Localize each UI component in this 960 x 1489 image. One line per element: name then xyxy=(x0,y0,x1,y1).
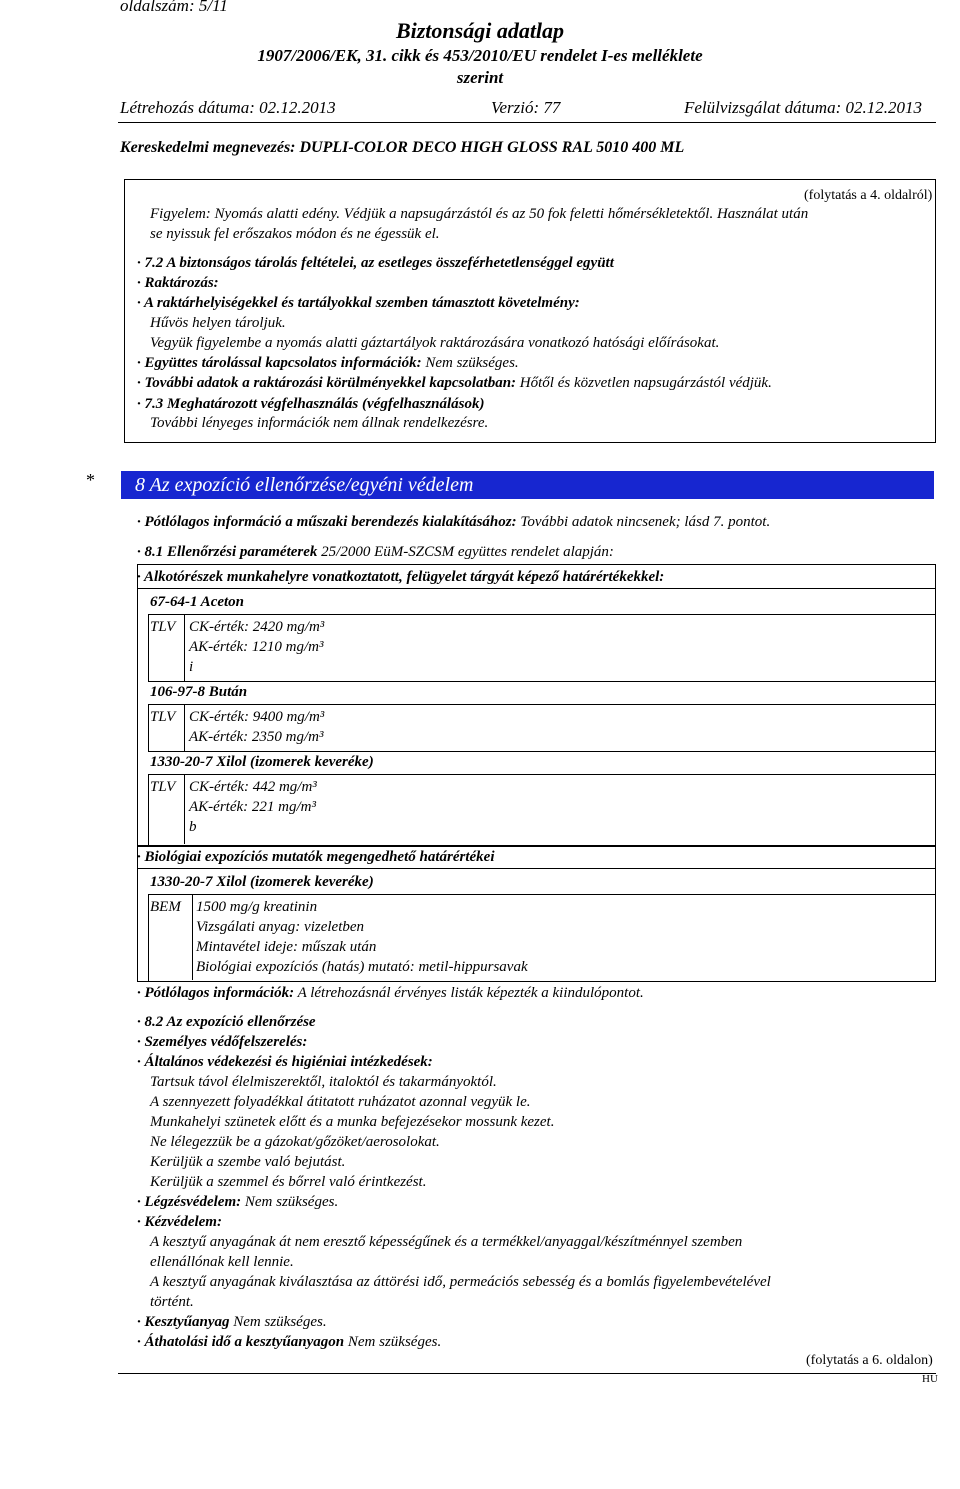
bio-limit-value: Vizsgálati anyag: vizeletben xyxy=(196,919,365,935)
respiratory-value: Nem szükséges. xyxy=(241,1194,339,1210)
penetration-time-value: Nem szükséges. xyxy=(344,1334,442,1350)
joint-storage-value: Nem szükséges. xyxy=(421,355,519,371)
limit-value: AK-érték: 2350 mg/m³ xyxy=(189,729,324,745)
limit-type: TLV xyxy=(150,779,176,795)
limit-type: TLV xyxy=(150,619,176,635)
cool-place-text: Hűvös helyen tároljuk. xyxy=(150,315,286,331)
type-divider xyxy=(184,704,185,752)
components-title-rule xyxy=(137,588,935,589)
type-divider xyxy=(184,614,185,682)
language-code: HU xyxy=(922,1373,938,1385)
respiratory-label: · Légzésvédelem: xyxy=(137,1194,242,1210)
document-title: Biztonsági adatlap xyxy=(395,18,565,43)
hygiene-line: A szennyezett folyadékkal átitatott ruházatot azonnal vegyük le. xyxy=(150,1094,531,1110)
joint-storage-line xyxy=(137,353,519,373)
bio-title: · Biológiai expozíciós mutatók megengedhető határértékei xyxy=(137,849,495,865)
hygiene-line: Kerüljük a szemmel és bőrrel való érintkezést. xyxy=(150,1174,427,1190)
substance-name: 106-97-8 Bután xyxy=(150,684,248,700)
further-storage-label: · További adatok a raktározási körülményekkel kapcsolatban: xyxy=(137,375,517,391)
limit-note: b xyxy=(189,819,197,835)
limit-type: TLV xyxy=(150,709,176,725)
heading-7-3: · 7.3 Meghatározott végfelhasználás (végfelhasználások) xyxy=(137,396,485,412)
hand-protection-line: történt. xyxy=(150,1294,194,1310)
glove-material-value: Nem szükséges. xyxy=(229,1314,327,1330)
hand-protection-line: A kesztyű anyagának át nem eresztő képességűnek és a termékkel/anyaggal/készítménnyel szemben xyxy=(150,1234,743,1250)
continued-from: (folytatás a 4. oldalról) xyxy=(804,188,933,203)
continued-to: (folytatás a 6. oldalon) xyxy=(806,1353,933,1368)
further-storage-value: Hőtől és közvetlen napsugárzástól védjük. xyxy=(516,375,772,391)
extra-info-line xyxy=(137,983,644,1003)
extra-info-value: A létrehozásnál érvényes listák képezték a kiindulópontot. xyxy=(294,985,644,1001)
type-divider xyxy=(192,894,193,980)
hand-protection-line: ellenállónak kell lennie. xyxy=(150,1254,294,1270)
heading-8-1: · 8.1 Ellenőrzési paraméterek xyxy=(137,544,318,560)
limit-note: i xyxy=(189,659,194,675)
further-storage-line xyxy=(137,373,772,393)
glove-material-label: · Kesztyűanyag xyxy=(137,1314,230,1330)
substance-name: 1330-20-7 Xilol (izomerek keveréke) xyxy=(150,754,374,770)
limit-value: CK-érték: 442 mg/m³ xyxy=(189,779,317,795)
technical-info-value: További adatok nincsenek; lásd 7. pontot. xyxy=(516,514,771,530)
page-number: oldalszám: 5/11 xyxy=(120,0,228,15)
trade-name: Kereskedelmi megnevezés: DUPLI-COLOR DECO HIGH GLOSS RAL 5010 400 ML xyxy=(120,139,685,156)
type-divider xyxy=(184,774,185,844)
penetration-time-label: · Áthatolási idő a kesztyűanyagon xyxy=(137,1334,345,1350)
no-info-text: További lényeges információk nem állnak rendelkezésre. xyxy=(150,415,489,431)
regulation-line: 1907/2006/EK, 31. cikk és 453/2010/EU rendelet I-es melléklete xyxy=(257,46,703,65)
respiratory-line xyxy=(137,1192,338,1212)
bio-limit-type: BEM xyxy=(150,899,181,915)
version: Verzió: 77 xyxy=(491,98,561,117)
heading-8-1-line xyxy=(137,542,614,562)
penetration-time-line xyxy=(137,1332,441,1352)
extra-info-label: · Pótlólagos információk: xyxy=(137,985,295,1001)
storage-label: · Raktározás: xyxy=(137,275,219,291)
hand-protection-line: A kesztyű anyagának kiválasztása az áttörési idő, permeációs sebesség és a bomlás figyelembevételével xyxy=(150,1274,771,1290)
bio-substance-name: 1330-20-7 Xilol (izomerek keveréke) xyxy=(150,874,374,890)
regulation-according: szerint xyxy=(456,68,504,87)
footer-rule xyxy=(118,1373,936,1374)
bio-limit-value: Biológiai expozíciós (hatás) mutató: metil-hippursavak xyxy=(196,959,528,975)
hygiene-line: Munkahelyi szünetek előtt és a munka befejezésekor mossunk kezet. xyxy=(150,1114,555,1130)
heading-7-2: · 7.2 A biztonságos tárolás feltételei, az esetleges összeférhetetlenséggel együtt xyxy=(137,255,614,271)
hygiene-line: Kerüljük a szembe való bejutást. xyxy=(150,1154,346,1170)
hygiene-line: Ne lélegezzük be a gázokat/gőzöket/aerosolokat. xyxy=(150,1134,440,1150)
limit-value: CK-érték: 9400 mg/m³ xyxy=(189,709,325,725)
warning-line-2: se nyissuk fel erőszakos módon és ne égessük el. xyxy=(150,226,440,242)
section-8-title: 8 Az expozíció ellenőrzése/egyéni védelem xyxy=(121,471,934,499)
bio-limit-value: 1500 mg/g kreatinin xyxy=(196,899,318,915)
hygiene-line: Tartsuk távol élelmiszerektől, italoktól és takarmányoktól. xyxy=(150,1074,497,1090)
bio-title-rule xyxy=(137,868,935,869)
header-rule xyxy=(118,122,936,123)
substance-name: 67-64-1 Aceton xyxy=(150,594,245,610)
regulations-text: Vegyük figyelembe a nyomás alatti gáztartályok raktározására vonatkozó hatósági előírásokat. xyxy=(150,335,720,351)
created-date: Létrehozás dátuma: 02.12.2013 xyxy=(120,98,336,117)
limit-value: AK-érték: 1210 mg/m³ xyxy=(189,639,324,655)
storage-requirements-label: · A raktárhelyiségekkel és tartályokkal szemben támasztott követelmény: xyxy=(137,295,580,311)
heading-8-2: · 8.2 Az expozíció ellenőrzése xyxy=(137,1014,316,1030)
heading-8-1-value: 25/2000 EüM-SZCSM együttes rendelet alapján: xyxy=(317,544,614,560)
bio-limit-value: Mintavétel ideje: műszak után xyxy=(196,939,377,955)
technical-info-line xyxy=(137,512,770,532)
ppe-label: · Személyes védőfelszerelés: xyxy=(137,1034,308,1050)
hygiene-label: · Általános védekezési és higiéniai intézkedések: xyxy=(137,1054,433,1070)
hand-protection-label: · Kézvédelem: xyxy=(137,1214,222,1230)
warning-line-1: Figyelem: Nyomás alatti edény. Védjük a napsugárzástól és az 50 fok feletti hőmérsékletektől. Használat után xyxy=(150,206,809,222)
joint-storage-label: · Együttes tárolással kapcsolatos információk: xyxy=(137,355,422,371)
components-title: · Alkotórészek munkahelyre vonatkoztatott, felügyelet tárgyát képező határértékekkel: xyxy=(137,569,665,585)
glove-material-line xyxy=(137,1312,327,1332)
limit-value: AK-érték: 221 mg/m³ xyxy=(189,799,316,815)
revision-star: * xyxy=(86,470,95,490)
technical-info-label: · Pótlólagos információ a műszaki berendezés kialakításához: xyxy=(137,514,517,530)
revised-date: Felülvizsgálat dátuma: 02.12.2013 xyxy=(684,98,922,117)
limit-value: CK-érték: 2420 mg/m³ xyxy=(189,619,325,635)
